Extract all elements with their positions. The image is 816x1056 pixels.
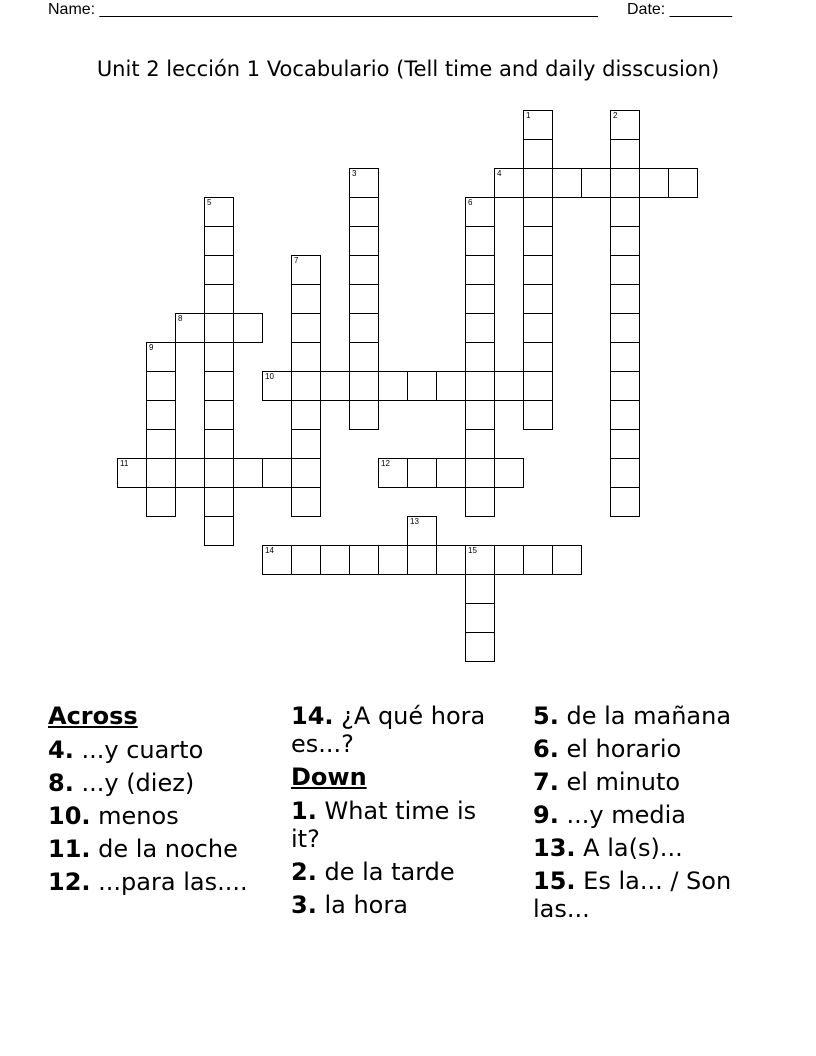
crossword-cell[interactable] [204,487,234,517]
clue-number-label: 2 [613,111,618,120]
crossword-cell[interactable] [610,255,640,285]
crossword-cell[interactable] [349,226,379,256]
crossword-cell[interactable] [436,458,466,488]
crossword-cell[interactable] [523,139,553,169]
crossword-cell[interactable] [175,313,205,343]
crossword-cell[interactable] [465,400,495,430]
crossword-cell[interactable] [494,371,524,401]
crossword-cell[interactable] [523,255,553,285]
crossword-cell[interactable] [523,284,553,314]
crossword-cell[interactable] [465,197,495,227]
crossword-cell[interactable] [291,487,321,517]
crossword-cell[interactable] [204,313,234,343]
clue-down-1: 1. What time is it? [291,797,477,853]
crossword-cell[interactable] [204,400,234,430]
crossword-cell[interactable] [610,487,640,517]
crossword-cell[interactable] [175,458,205,488]
crossword-cell[interactable] [465,603,495,633]
clue-number-label: 1 [526,111,531,120]
crossword-cell[interactable] [291,255,321,285]
clue-number-label: 13 [410,517,419,526]
crossword-cell[interactable] [146,371,176,401]
crossword-cell[interactable] [204,255,234,285]
crossword-cell[interactable] [146,458,176,488]
clue-number-label: 12 [381,459,390,468]
crossword-cell[interactable] [465,255,495,285]
crossword-cell[interactable] [523,110,553,140]
crossword-cell[interactable] [523,226,553,256]
clue-across-10: 10. menos [48,802,179,830]
crossword-cell[interactable] [349,168,379,198]
clue-down-7: 7. el minuto [533,768,681,796]
crossword-cell[interactable] [378,458,408,488]
clue-across-8: 8. ...y (diez) [48,769,195,797]
clue-number-label: 8 [178,314,183,323]
crossword-cell[interactable] [349,284,379,314]
crossword-cell[interactable] [610,371,640,401]
crossword-cell[interactable] [436,371,466,401]
crossword-cell[interactable] [610,197,640,227]
clue-down-6: 6. el horario [533,735,682,763]
crossword-cell[interactable] [407,371,437,401]
crossword-cell[interactable] [523,313,553,343]
clue-down-15: 15. Es la... / Son las... [533,867,732,923]
clue-down-13: 13. A la(s)... [533,834,683,862]
crossword-cell[interactable] [204,371,234,401]
crossword-cell[interactable] [204,226,234,256]
crossword-cell[interactable] [610,139,640,169]
crossword-cell[interactable] [262,458,292,488]
crossword-cell[interactable] [146,400,176,430]
crossword-cell[interactable] [204,197,234,227]
crossword-cell[interactable] [291,429,321,459]
crossword-cell[interactable] [291,284,321,314]
clue-across-4: 4. ...y cuarto [48,736,204,764]
crossword-cell[interactable] [291,545,321,575]
clue-number-label: 14 [265,546,274,555]
crossword-cell[interactable] [204,516,234,546]
crossword-cell[interactable] [610,313,640,343]
crossword-cell[interactable] [494,458,524,488]
crossword-cell[interactable] [204,284,234,314]
clue-across-11: 11. de la noche [48,835,238,863]
crossword-cell[interactable] [378,371,408,401]
crossword-cell[interactable] [668,168,698,198]
crossword-cell[interactable] [233,313,263,343]
clue-across-12: 12. ...para las.... [48,868,248,896]
clue-number-label: 7 [294,256,299,265]
crossword-cell[interactable] [494,545,524,575]
clue-number-label: 6 [468,198,473,207]
crossword-cell[interactable] [349,545,379,575]
crossword-cell[interactable] [291,371,321,401]
crossword-cell[interactable] [610,400,640,430]
crossword-cell[interactable] [320,545,350,575]
across-heading: Across [48,702,138,730]
crossword-cell[interactable] [204,458,234,488]
clue-number-label: 9 [149,343,154,352]
clue-number-label: 10 [265,372,274,381]
crossword-cell[interactable] [349,342,379,372]
crossword-cell[interactable] [552,168,582,198]
crossword-cell[interactable] [291,458,321,488]
crossword-cell[interactable] [523,545,553,575]
crossword-cell[interactable] [349,400,379,430]
crossword-cell[interactable] [349,255,379,285]
page-title: Unit 2 lección 1 Vocabulario (Tell time and daily disscusion) [96,57,720,81]
crossword-cell[interactable] [639,168,669,198]
crossword-cell[interactable] [465,371,495,401]
crossword-cell[interactable] [291,400,321,430]
clue-down-5: 5. de la mañana [533,702,732,730]
clue-number-label: 3 [352,169,357,178]
date-field: Date: _______ [627,1,732,18]
crossword-cell[interactable] [291,342,321,372]
clue-number-label: 15 [468,546,477,555]
crossword-cell[interactable] [349,371,379,401]
crossword-cell[interactable] [610,284,640,314]
crossword-cell[interactable] [349,313,379,343]
crossword-cell[interactable] [610,429,640,459]
crossword-cell[interactable] [465,632,495,662]
crossword-cell[interactable] [523,342,553,372]
crossword-cell[interactable] [465,313,495,343]
crossword-cell[interactable] [523,197,553,227]
crossword-cell[interactable] [349,197,379,227]
crossword-cell[interactable] [465,429,495,459]
crossword-cell[interactable] [610,226,640,256]
crossword-cell[interactable] [146,487,176,517]
crossword-cell[interactable] [262,371,292,401]
crossword-cell[interactable] [523,400,553,430]
clue-across-14: 14. ¿A qué hora es...? [291,702,486,758]
clue-number-label: 4 [497,169,502,178]
clues-column-1 [48,702,278,901]
crossword-cell[interactable] [146,429,176,459]
clue-down-3: 3. la hora [291,891,408,919]
crossword-cell[interactable] [552,545,582,575]
crossword-cell[interactable] [320,371,350,401]
crossword-cell[interactable] [436,545,466,575]
crossword-cell[interactable] [610,458,640,488]
clues-column-2 [291,702,506,924]
clue-number-label: 11 [120,459,129,468]
crossword-cell[interactable] [610,168,640,198]
crossword-cell[interactable] [407,458,437,488]
crossword-cell[interactable] [378,545,408,575]
name-field: Name: ________________________________________________________ [48,1,598,18]
crossword-cell[interactable] [465,342,495,372]
crossword-cell[interactable] [610,342,640,372]
crossword-cell[interactable] [494,168,524,198]
crossword-cell[interactable] [523,371,553,401]
crossword-cell[interactable] [465,574,495,604]
crossword-cell[interactable] [204,342,234,372]
crossword-cell[interactable] [291,313,321,343]
crossword-cell[interactable] [465,284,495,314]
crossword-cell[interactable] [465,458,495,488]
crossword-cell[interactable] [233,458,263,488]
clue-down-2: 2. de la tarde [291,858,455,886]
crossword-cell[interactable] [610,110,640,140]
clue-number-label: 5 [207,198,212,207]
down-heading: Down [291,763,367,791]
crossword-cell[interactable] [204,429,234,459]
crossword-cell[interactable] [465,545,495,575]
crossword-cell[interactable] [465,226,495,256]
crossword-cell[interactable] [117,458,147,488]
clues-column-3 [533,702,773,928]
crossword-cell[interactable] [262,545,292,575]
crossword-cell[interactable] [523,168,553,198]
crossword-cell[interactable] [465,487,495,517]
crossword-cell[interactable] [407,516,437,546]
crossword-cell[interactable] [407,545,437,575]
crossword-cell[interactable] [146,342,176,372]
crossword-cell[interactable] [581,168,611,198]
clue-down-9: 9. ...y media [533,801,686,829]
